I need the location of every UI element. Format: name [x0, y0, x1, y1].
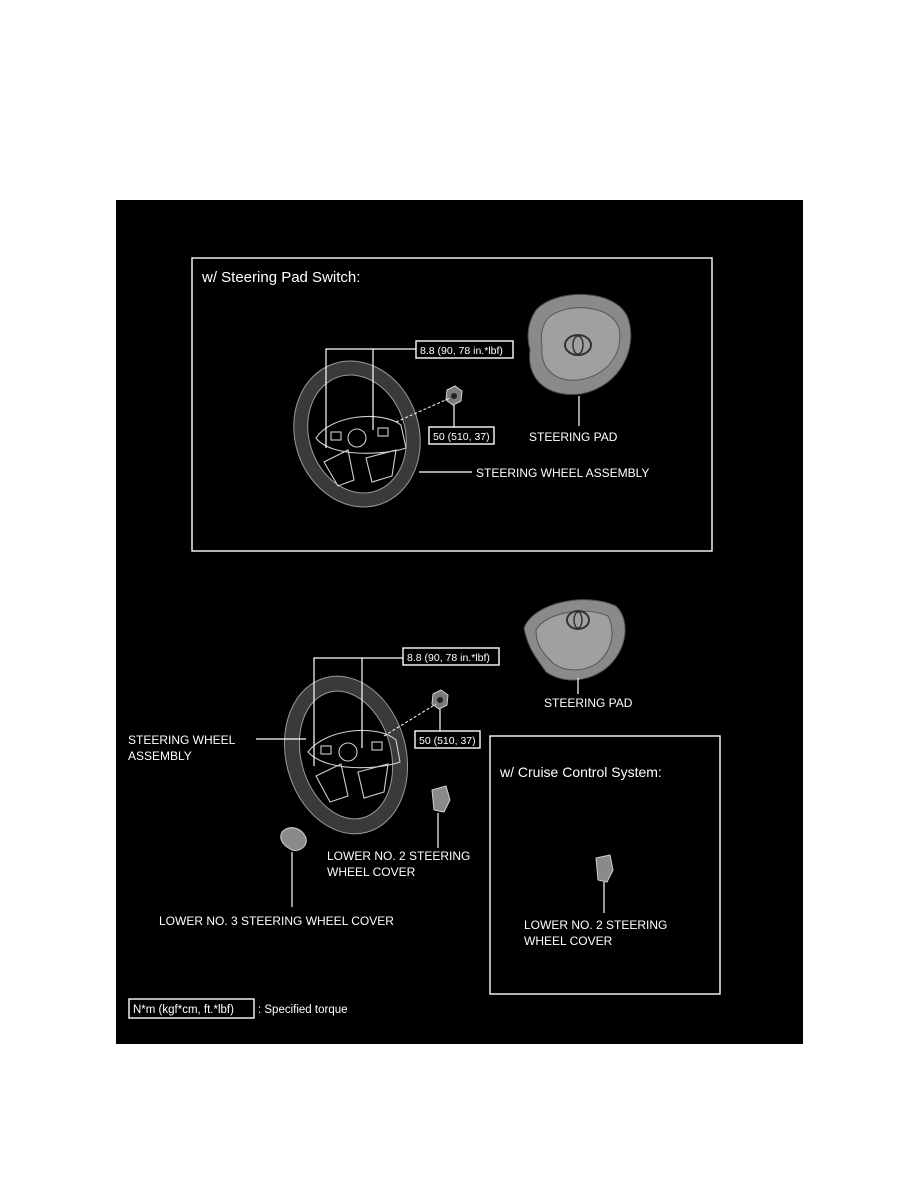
parts-diagram — [116, 200, 803, 1044]
top-panel — [192, 258, 712, 551]
torque-label-top-small: 8.8 (90, 78 in.*lbf) — [420, 345, 503, 357]
lower-no3-label: LOWER NO. 3 STEERING WHEEL COVER — [159, 914, 394, 928]
steering-wheel-label-bottom-line1: STEERING WHEEL — [128, 733, 236, 747]
torque-label-bottom-nut: 50 (510, 37) — [419, 735, 476, 747]
steering-wheel-bottom-image — [267, 662, 424, 848]
torque-label-top-nut: 50 (510, 37) — [433, 431, 490, 443]
diagram-canvas — [116, 200, 803, 1044]
legend-description: : Specified torque — [258, 1004, 348, 1016]
steering-pad-bottom-image — [524, 600, 625, 680]
legend — [129, 999, 348, 1018]
nut-top-image — [446, 386, 462, 405]
lower-no2-label-line2: WHEEL COVER — [327, 865, 416, 879]
cruise-panel — [490, 736, 720, 994]
legend-box-label: N*m (kgf*cm, ft.*lbf) — [133, 1004, 234, 1016]
lower-no2-cover-image — [432, 786, 450, 812]
steering-pad-top-image — [528, 294, 631, 394]
steering-wheel-top-image — [275, 344, 439, 523]
top-panel-title: w/ Steering Pad Switch: — [202, 269, 361, 286]
lower-no2-label-line1: LOWER NO. 2 STEERING — [327, 849, 471, 863]
torque-label-bottom-small: 8.8 (90, 78 in.*lbf) — [407, 652, 490, 664]
lower-no2-cover-cruise-image — [596, 855, 613, 882]
lower-no3-cover-image — [281, 828, 307, 851]
steering-wheel-label-bottom-line2: ASSEMBLY — [128, 749, 192, 763]
steering-pad-label-bottom: STEERING PAD — [544, 696, 633, 710]
cruise-lower-no2-label-line1: LOWER NO. 2 STEERING — [524, 918, 668, 932]
steering-pad-label-top: STEERING PAD — [529, 430, 618, 444]
cruise-panel-title: w/ Cruise Control System: — [500, 764, 662, 780]
steering-wheel-label-top: STEERING WHEEL ASSEMBLY — [476, 466, 650, 480]
nut-bottom-image — [432, 690, 448, 709]
cruise-lower-no2-label-line2: WHEEL COVER — [524, 934, 613, 948]
